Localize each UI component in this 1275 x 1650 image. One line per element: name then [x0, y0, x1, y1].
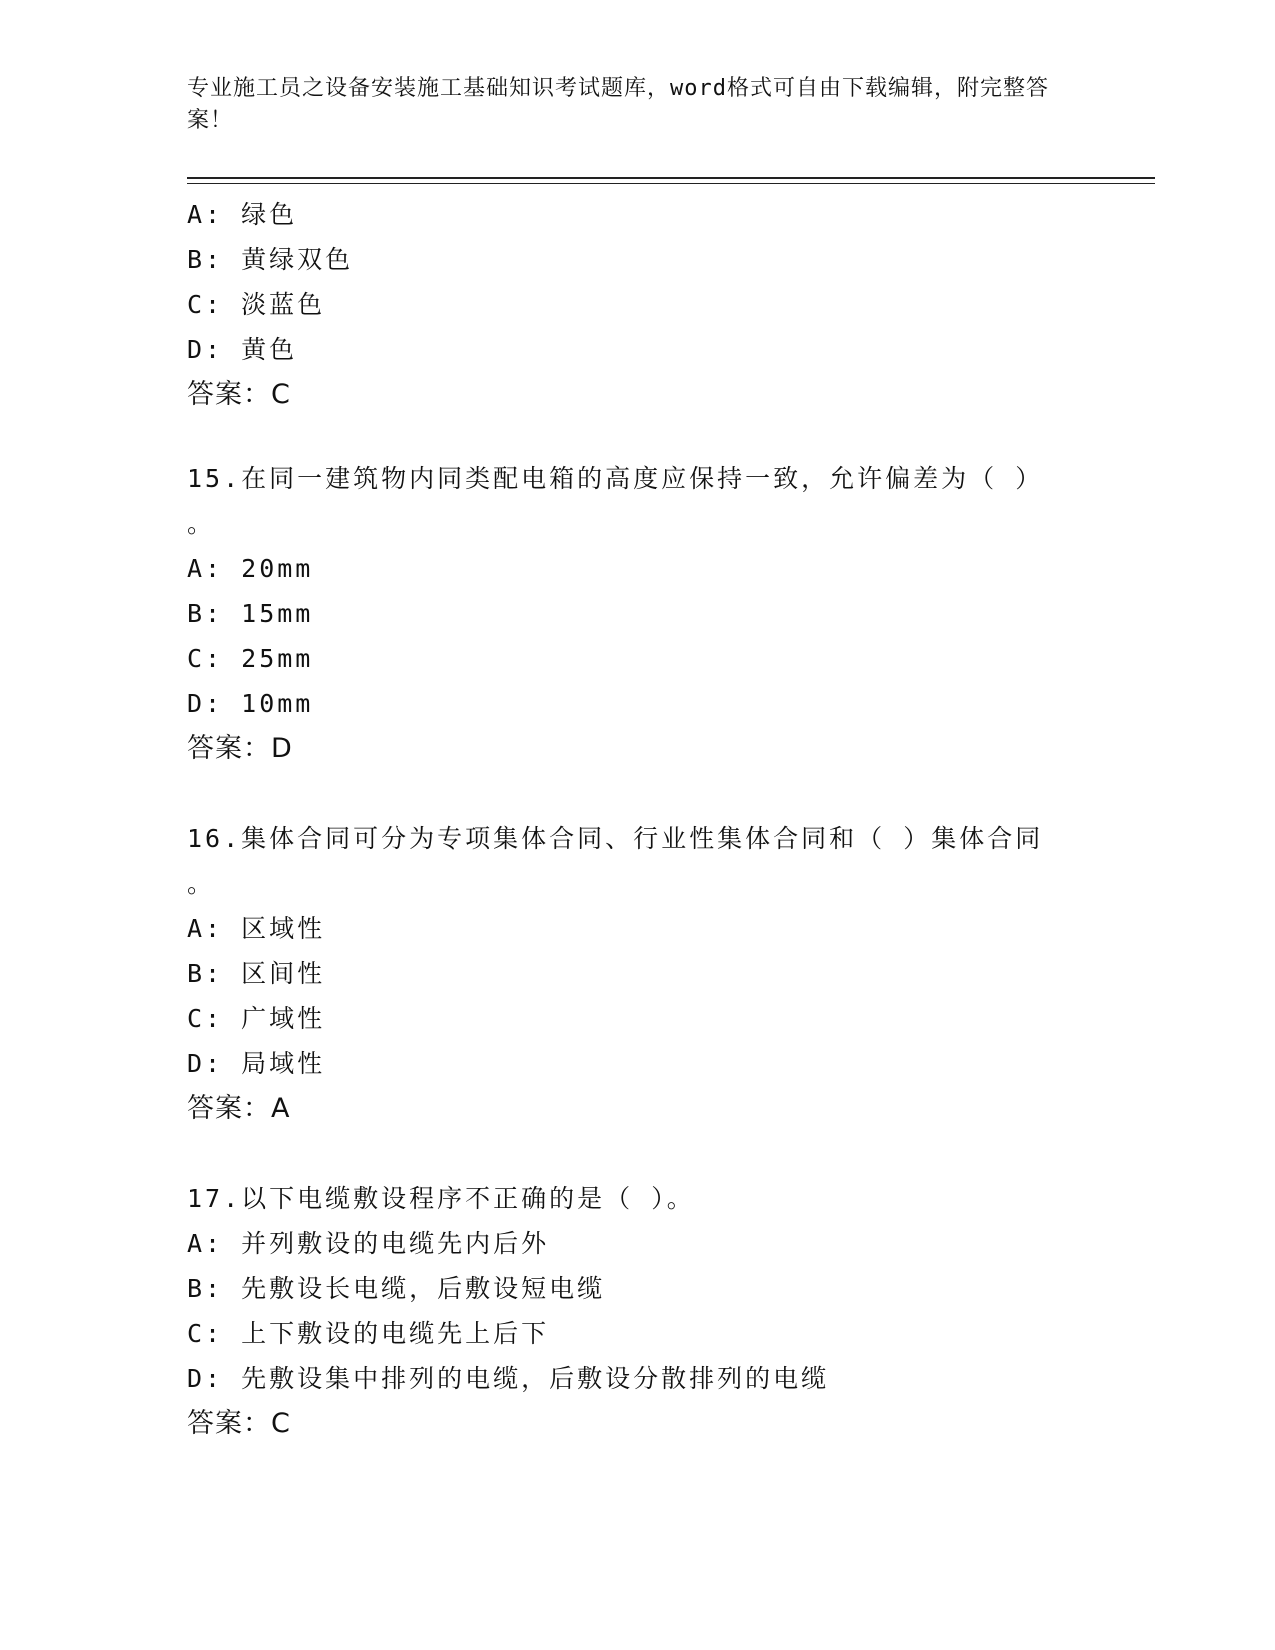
q16-option-c: C: 广域性 — [187, 1004, 326, 1033]
q15-answer: 答案：D — [187, 733, 293, 764]
q14-option-a: A: 绿色 — [187, 200, 298, 229]
q16-option-b: B: 区间性 — [187, 959, 326, 988]
q14-option-d: D: 黄色 — [187, 335, 298, 364]
header-divider-thick — [187, 177, 1155, 179]
q15-option-a: A: 20mm — [187, 554, 314, 583]
q16-answer: 答案：A — [187, 1093, 291, 1124]
header-divider-thin — [187, 183, 1155, 184]
q15-question-continuation: 。 — [187, 509, 216, 538]
q17-option-a: A: 并列敷设的电缆先内后外 — [187, 1229, 550, 1258]
document-header: 专业施工员之设备安装施工基础知识考试题库，word格式可自由下载编辑，附完整答案！ — [187, 76, 1049, 133]
q14-answer: 答案：C — [187, 379, 291, 410]
q14-option-c: C: 淡蓝色 — [187, 290, 326, 319]
q16-option-a: A: 区域性 — [187, 914, 326, 943]
q17-answer: 答案：C — [187, 1408, 291, 1439]
q17-question: 17.以下电缆敷设程序不正确的是（ ）。 — [187, 1184, 695, 1213]
q15-option-b: B: 15mm — [187, 599, 314, 628]
q17-option-c: C: 上下敷设的电缆先上后下 — [187, 1319, 550, 1348]
q16-question-continuation: 。 — [187, 869, 216, 898]
q15-question: 15.在同一建筑物内同类配电箱的高度应保持一致，允许偏差为（ ） — [187, 464, 1044, 493]
q17-option-d: D: 先敷设集中排列的电缆，后敷设分散排列的电缆 — [187, 1364, 830, 1393]
q16-option-d: D: 局域性 — [187, 1049, 326, 1078]
q15-option-c: C: 25mm — [187, 644, 314, 673]
q15-option-d: D: 10mm — [187, 689, 314, 718]
q16-question: 16.集体合同可分为专项集体合同、行业性集体合同和（ ）集体合同 — [187, 824, 1044, 853]
q14-option-b: B: 黄绿双色 — [187, 245, 354, 274]
q17-option-b: B: 先敷设长电缆，后敷设短电缆 — [187, 1274, 606, 1303]
